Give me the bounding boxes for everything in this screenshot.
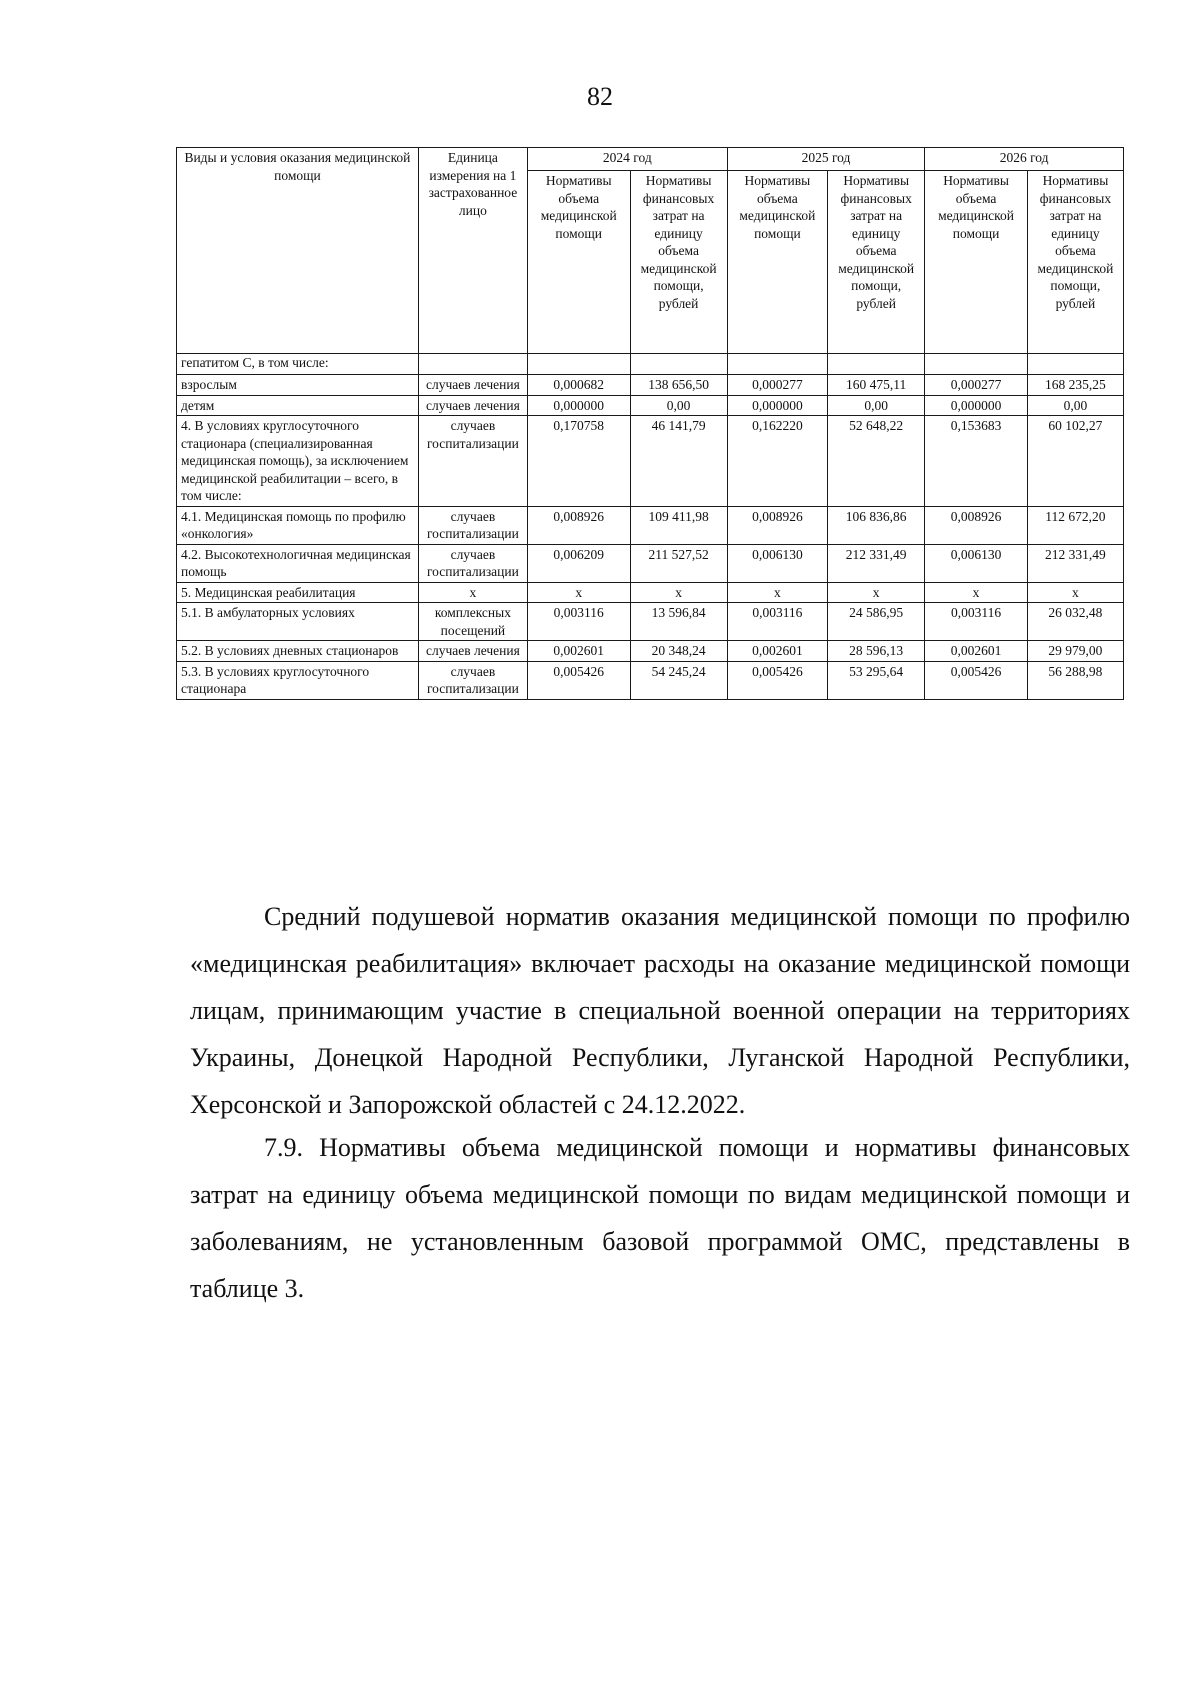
table-row (177, 582, 1124, 603)
cell-volume-2025: 0,006130 (727, 544, 827, 582)
cell-cost-2025: 106 836,86 (828, 506, 925, 544)
row-name: 5.2. В условиях дневных стационаров (177, 641, 419, 662)
row-unit (418, 354, 527, 375)
table-body (177, 354, 1124, 700)
header-volume-2024: Нормативы объема медицинской помощи (527, 171, 630, 354)
row-unit: случаев госпитализации (418, 661, 527, 699)
cell-volume-2026: 0,153683 (925, 416, 1028, 507)
cell-cost-2024: 211 527,52 (630, 544, 727, 582)
row-unit: случаев лечения (418, 375, 527, 396)
cell-cost-2025: х (828, 582, 925, 603)
paragraph-7-9 (190, 1124, 1130, 1312)
row-name: гепатитом С, в том числе: (177, 354, 419, 375)
table-row (177, 395, 1124, 416)
header-unit: Единица измерения на 1 застрахованное лицо (418, 148, 527, 354)
cell-cost-2025: 160 475,11 (828, 375, 925, 396)
row-name: 4.2. Высокотехнологичная медицинская помощь (177, 544, 419, 582)
cell-cost-2025: 0,00 (828, 395, 925, 416)
header-type: Виды и условия оказания медицинской помощи (177, 148, 419, 354)
row-name: 5. Медицинская реабилитация (177, 582, 419, 603)
row-unit: х (418, 582, 527, 603)
cell-cost-2024: 138 656,50 (630, 375, 727, 396)
cell-volume-2026: х (925, 582, 1028, 603)
cell-cost-2024: 20 348,24 (630, 641, 727, 662)
cell-cost-2024: 109 411,98 (630, 506, 727, 544)
table-row (177, 544, 1124, 582)
cell-cost-2026: 26 032,48 (1027, 603, 1123, 641)
cell-volume-2025: 0,000000 (727, 395, 827, 416)
row-unit: случаев госпитализации (418, 506, 527, 544)
cell-volume-2025: 0,003116 (727, 603, 827, 641)
paragraph-7-9-text: 7.9. Нормативы объема медицинской помощи и нормативы финансовых затрат на единицу объема медицинской помощи по видам медицинской помощи и заболеваниям, не установленным базовой программой ОМС, представлены в таблице 3. (190, 1133, 1130, 1303)
row-name: 4.1. Медицинская помощь по профилю «онкология» (177, 506, 419, 544)
header-cost-2025: Нормативы финансовых затрат на единицу объема медицинской помощи, рублей (828, 171, 925, 354)
paragraph-rehabilitation-text: Средний подушевой норматив оказания медицинской помощи по профилю «медицинская реабилитация» включает расходы на оказание медицинской помощи лицам, принимающим участие в специальной военной операции на территориях Украины, Донецкой Народной Республики, Луганской Народной Республики, Херсонской и Запорожской областей с 24.12.2022. (190, 902, 1130, 1119)
cell-volume-2025: 0,002601 (727, 641, 827, 662)
row-unit: комплексных посещений (418, 603, 527, 641)
table-row (177, 416, 1124, 507)
cell-cost-2026: 0,00 (1027, 395, 1123, 416)
header-volume-2026: Нормативы объема медицинской помощи (925, 171, 1028, 354)
cell-volume-2026: 0,006130 (925, 544, 1028, 582)
row-name: 4. В условиях круглосуточного стационара (специализированная медицинская помощь), за исключением медицинской реабилитации – всего, в том числе: (177, 416, 419, 507)
row-name: взрослым (177, 375, 419, 396)
row-unit: случаев лечения (418, 395, 527, 416)
cell-volume-2025: 0,162220 (727, 416, 827, 507)
cell-volume-2024: 0,000000 (527, 395, 630, 416)
cell-cost-2026: 212 331,49 (1027, 544, 1123, 582)
page-number: 82 (587, 82, 613, 111)
cell-cost-2025: 28 596,13 (828, 641, 925, 662)
table-row (177, 375, 1124, 396)
cell-cost-2025: 212 331,49 (828, 544, 925, 582)
table-row (177, 641, 1124, 662)
cell-volume-2024: 0,002601 (527, 641, 630, 662)
header-year-2026: 2026 год (925, 148, 1124, 171)
cell-volume-2025: 0,000277 (727, 375, 827, 396)
cell-volume-2024: 0,000682 (527, 375, 630, 396)
cell-volume-2025 (727, 354, 827, 375)
cell-cost-2024: 0,00 (630, 395, 727, 416)
cell-cost-2026: 29 979,00 (1027, 641, 1123, 662)
cell-cost-2026: 60 102,27 (1027, 416, 1123, 507)
row-unit: случаев госпитализации (418, 544, 527, 582)
cell-volume-2025: х (727, 582, 827, 603)
cell-volume-2024: 0,003116 (527, 603, 630, 641)
cell-volume-2024 (527, 354, 630, 375)
cell-cost-2025: 24 586,95 (828, 603, 925, 641)
cell-cost-2025: 52 648,22 (828, 416, 925, 507)
cell-volume-2025: 0,005426 (727, 661, 827, 699)
cell-cost-2026: 112 672,20 (1027, 506, 1123, 544)
table-row (177, 603, 1124, 641)
paragraph-rehabilitation (190, 893, 1130, 1128)
row-unit: случаев лечения (418, 641, 527, 662)
table-row (177, 661, 1124, 699)
table-row (177, 506, 1124, 544)
cell-volume-2026: 0,005426 (925, 661, 1028, 699)
header-cost-2026: Нормативы финансовых затрат на единицу объема медицинской помощи, рублей (1027, 171, 1123, 354)
cell-cost-2026 (1027, 354, 1123, 375)
cell-cost-2024: х (630, 582, 727, 603)
header-volume-2025: Нормативы объема медицинской помощи (727, 171, 827, 354)
header-cost-2024: Нормативы финансовых затрат на единицу объема медицинской помощи, рублей (630, 171, 727, 354)
cell-cost-2024: 54 245,24 (630, 661, 727, 699)
cell-cost-2024: 13 596,84 (630, 603, 727, 641)
norms-table (176, 147, 1124, 700)
cell-volume-2024: 0,008926 (527, 506, 630, 544)
cell-volume-2024: х (527, 582, 630, 603)
cell-volume-2024: 0,005426 (527, 661, 630, 699)
row-name: 5.1. В амбулаторных условиях (177, 603, 419, 641)
cell-volume-2026: 0,002601 (925, 641, 1028, 662)
cell-volume-2026: 0,000277 (925, 375, 1028, 396)
cell-volume-2025: 0,008926 (727, 506, 827, 544)
row-name: 5.3. В условиях круглосуточного стационара (177, 661, 419, 699)
cell-cost-2026: 168 235,25 (1027, 375, 1123, 396)
table-row (177, 354, 1124, 375)
cell-cost-2026: 56 288,98 (1027, 661, 1123, 699)
cell-cost-2025 (828, 354, 925, 375)
row-name: детям (177, 395, 419, 416)
cell-volume-2026: 0,008926 (925, 506, 1028, 544)
cell-volume-2026: 0,003116 (925, 603, 1028, 641)
cell-volume-2026: 0,000000 (925, 395, 1028, 416)
row-unit: случаев госпитализации (418, 416, 527, 507)
header-year-2024: 2024 год (527, 148, 727, 171)
cell-volume-2024: 0,006209 (527, 544, 630, 582)
cell-cost-2026: х (1027, 582, 1123, 603)
header-year-2025: 2025 год (727, 148, 925, 171)
cell-cost-2024: 46 141,79 (630, 416, 727, 507)
cell-volume-2024: 0,170758 (527, 416, 630, 507)
cell-cost-2024 (630, 354, 727, 375)
cell-cost-2025: 53 295,64 (828, 661, 925, 699)
cell-volume-2026 (925, 354, 1028, 375)
